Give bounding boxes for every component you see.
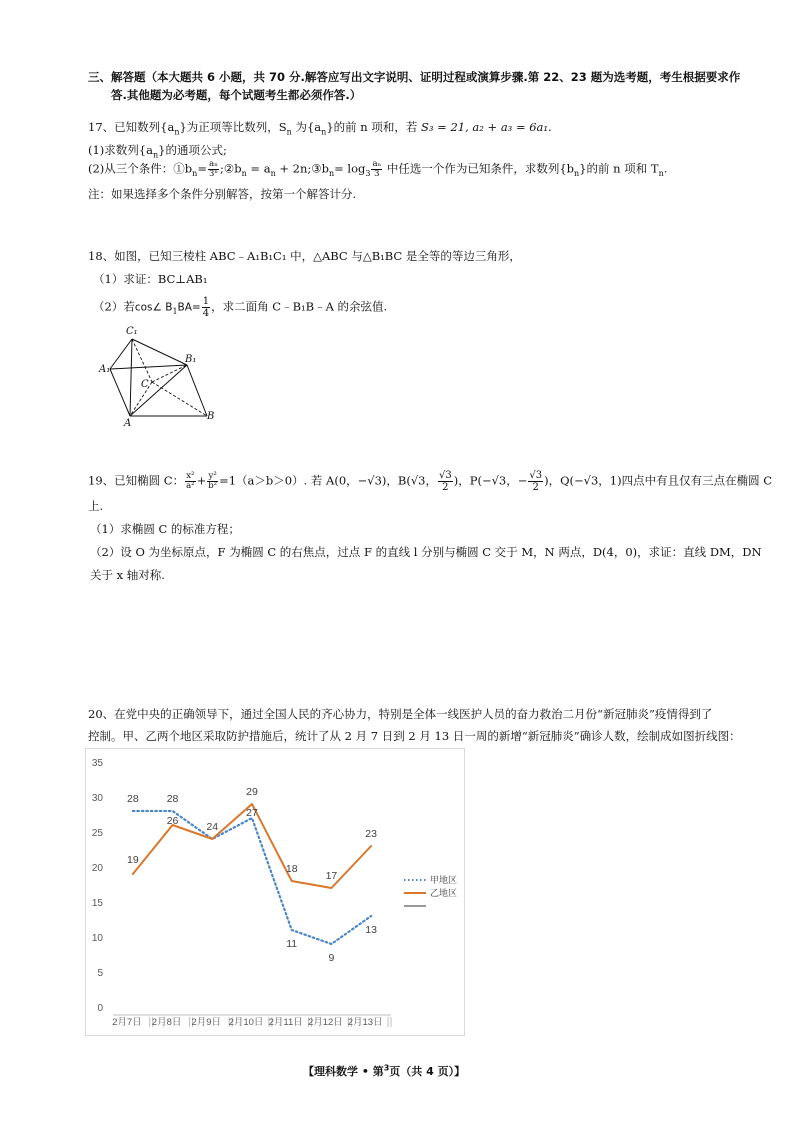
label-b1: B₁ [185, 354, 197, 365]
data-label: 19 [127, 854, 139, 866]
data-label: 13 [365, 924, 377, 936]
q18-part2: （2）若cos∠ $B_1BA=$ $\frac{1}{4}$ ，求二面角 C﹣B₁B﹣A 的余弦值. [93, 296, 388, 319]
q17-note: 注：如果选择多个条件分别解答，按第一个解答计分. [88, 187, 357, 201]
data-label: 26 [166, 815, 179, 827]
q19-part1: （1）求椭圆 C 的标准方程； [90, 522, 240, 536]
edge-b1-b [187, 365, 207, 416]
edge-c1-a [130, 339, 132, 416]
y-tick-label: 0 [97, 1003, 103, 1014]
x-tick-label: 2月10日 [228, 1017, 264, 1028]
q19-line2: 上. [88, 499, 104, 513]
data-label: 28 [166, 793, 179, 805]
section-header-line1: 三、解答题（本大题共 6 小题，共 70 分.解答应写出文字说明、证明过程或演算步骤.第 22、23 题为选考题，考生根据要求作 [88, 70, 741, 84]
y-tick-label: 5 [97, 968, 103, 979]
line-chart [85, 748, 465, 1036]
q18-part1: （1）求证：BC⊥AB₁ [93, 272, 208, 286]
page-footer: 【理科数学 • 第$^3$页（共 4 页）】 [303, 1063, 466, 1078]
label-c1: C₁ [126, 326, 138, 337]
legend-label: 甲地区 [430, 876, 458, 886]
data-label: 24 [206, 821, 219, 833]
data-label: 18 [285, 863, 298, 875]
edge-a-b1 [130, 365, 187, 416]
edge-c1-c [132, 339, 152, 382]
data-label: 28 [127, 793, 139, 805]
edge-c-b [152, 382, 207, 416]
edge-c-b1 [152, 365, 187, 382]
q20-line2: 控制。甲、乙两个地区采取防护措施后，统计了从 2 月 7 日到 2 月 13 日一周的新增“新冠肺炎”确诊人数，绘制成如图折线图： [88, 729, 741, 743]
q18-stem: 18、如图，已知三棱柱 ABC﹣A₁B₁C₁ 中，△ABC 与△B₁BC 是全等的等边三角形， [88, 249, 521, 263]
y-tick-label: 35 [91, 758, 103, 769]
q17-part2: (2)从三个条件：$①b_n=$ $\frac{\text{aₙ}}{\text{3ⁿ}}$ $;②b_n = a_n$ + $2n;③b_n= \log_3$ $\frac{\text{aₙ}}{3}$ 中任选一个作为已知条件，求数列$\{b_n\}$的前 n 项和 $T_n$. [88, 159, 668, 179]
prism-figure [95, 322, 225, 432]
q19-part2-line1: （2）设 O 为坐标原点，F 为椭圆 C 的右焦点，过点 F 的直线 l 分别与椭圆 C 交于 M，N 两点，D(4，0)，求证：直线 DM，DN [90, 545, 762, 559]
data-label: 9 [328, 952, 335, 964]
edge-a1-a [110, 369, 130, 416]
edge-c1-b1 [132, 339, 187, 365]
q17-part1: (1)求数列$\{a_n\}$的通项公式; [88, 143, 227, 160]
label-c: C [141, 379, 149, 390]
y-tick-label: 10 [91, 933, 103, 944]
y-tick-label: 15 [91, 898, 103, 909]
x-tick-label: 2月13日 [347, 1017, 383, 1028]
y-tick-label: 25 [91, 828, 103, 839]
q19-part2-line2: 关于 x 轴对称. [90, 568, 165, 582]
q17-stem: 17、已知数列$\{a_n\}$为正项等比数列，$S_n$ 为$\{a_n\}$的前 n 项和，若 S₃ = 21, a₂ + a₃ = 6a₁. [88, 120, 552, 137]
data-label: 23 [365, 828, 377, 840]
edge-c1-a1 [110, 339, 132, 369]
section-header-line2: 答.其他题为必考题，每个试题考生都必须作答.） [111, 88, 362, 102]
data-label: 11 [286, 938, 298, 950]
line-chart-svg [86, 749, 464, 1035]
data-label: 27 [246, 807, 258, 819]
q19-stem: 19、已知椭圆 C： $\frac{\text{x²}}{\text{a²}}$ + $\frac{\text{y²}}{\text{b²}}$ =1（a＞b＞0）. 若 A(0，−√3)，B(√3， $\frac{√3}{2}$ )，P(−√3，− $\frac{√3}{2}$ )，Q(−√3，1)四点中有且仅有三点在椭圆 C [88, 470, 773, 493]
data-label: 17 [325, 870, 338, 882]
x-tick-label: 2月8日 [151, 1017, 182, 1028]
label-a1: A₁ [99, 364, 111, 375]
x-tick-label: 2月7日 [112, 1017, 142, 1028]
y-tick-label: 20 [91, 863, 103, 874]
legend-label: 乙地区 [430, 889, 458, 899]
label-a: A [124, 418, 132, 429]
x-tick-label: 2月11日 [268, 1017, 303, 1028]
data-label: 29 [246, 786, 258, 798]
edge-a1-b1 [110, 365, 187, 369]
x-tick-label: 2月12日 [307, 1017, 343, 1028]
q20-line1: 20、在党中央的正确领导下，通过全国人民的齐心协力，特别是全体一线医护人员的奋力救治二月份“新冠肺炎”疫情得到了 [88, 707, 713, 721]
label-b: B [207, 411, 215, 422]
x-tick-label: 2月9日 [191, 1017, 222, 1028]
y-tick-label: 30 [91, 793, 103, 804]
